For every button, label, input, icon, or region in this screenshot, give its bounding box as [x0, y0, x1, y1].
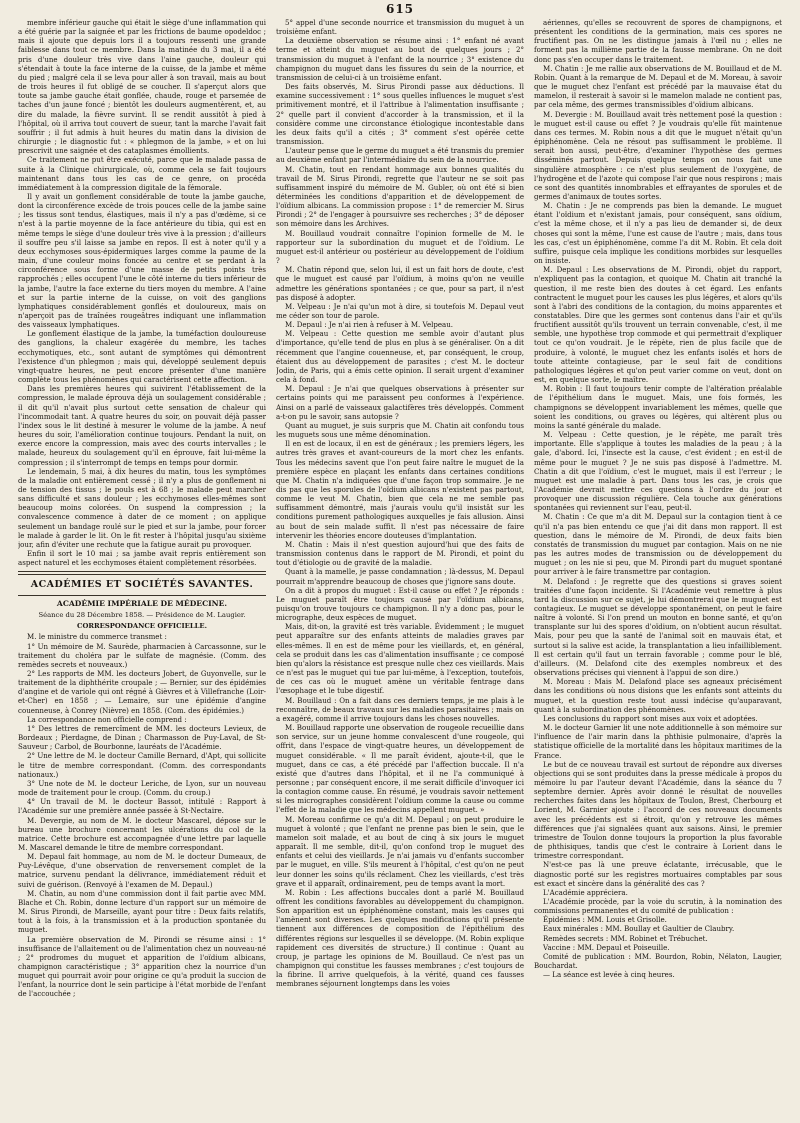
paragraph: La première observation de M. Pirondi se résume ainsi : 1° insuffisance de l'allaitement ou de l'alimentation chez un nouveau-né ; 2° prodromes du muguet et apparition de l'oïdium albicans, champignon caractéristique ; 3° apparition chez la nourrice d'un muguet qui pourrait avoir pour origine ce qu'a produit la succion de l'enfant, la nourrice dont le sein participe à l'état morbide de l'enfant de l'accouchée ; — [18, 934, 266, 999]
paragraph: aériennes, qu'elles se recouvrent de spores de champignons, et présentent les conditions de la germination, mais ces spores ne fructifient pas. On ne les distingue jamais à l'œil nu ; elles ne forment pas la millième partie de la fausse membrane. On ne doit donc pas s'en occuper dans le traitement. — [534, 18, 782, 64]
paragraph: On a dit à propos du muguet : Est-il cause ou effet ? Je réponds : Le muguet paraît être toujours causé par l'oïdium albicans, puisqu'on trouve toujours ce champignon. Il n'y a donc pas, pour le micrographe, deux espèces de muguet. — [276, 585, 524, 623]
paragraph: Quant au muguet, je suis surpris que M. Chatin ait confondu tous les muguets sous une même dénomination. — [276, 420, 524, 440]
paragraph: M. Depaul : Je n'ai que quelques observations à présenter sur certains points qui me paraissent peu conformes à l'expérience. Ainsi on a parlé de vaisseaux galactifères très développés. Comment a-t-on pu le savoir, sans autopsie ? — [276, 384, 524, 421]
paragraph: M. Moreau : Mais M. Delafond place ses agneaux précisément dans les conditions où nous disions que les enfants sont atteints du muguet, et la question reste tout aussi indécise qu'auparavant, quant à la subordination des phénomènes. — [534, 677, 782, 714]
paragraph: Vaccine : MM. Depaul et Poiseuille. — [543, 942, 670, 952]
paragraph: M. Moreau confirme ce qu'a dit M. Depaul ; on peut produire le muguet à volonté ; que l'enfant ne prenne pas bien le sein, que le mamelon soit malade, et au bout de cinq à six jours le muguet apparaît. Il me semble, dit-il, qu'on confond trop le muguet des enfants et celui des vieillards. Je n'ai jamais vu d'enfants succomber par le muguet, en ville. S'ils meurent à l'hôpital, c'est qu'on ne peut leur donner les soins qu'ils réclament. Chez les vieillards, c'est très grave et il apparaît, ordinairement, peu de temps avant la mort. — [276, 814, 524, 888]
paragraph: 3° Une note de M. le docteur Leriche, de Lyon, sur un nouveau mode de traitement pour le croup. (Comm. du croup.) — [18, 778, 266, 798]
paragraph: M. Velpeau : Cette question, je le répète, me paraît très importante. Elle s'applique à toutes les maladies de la peau ; à la gale, d'abord. Ici, l'insecte est la cause, c'est évident ; en est-il de même pour le muguet ? Je ne suis pas disposé à l'admettre. M. Chatin a dit que l'oïdium, c'est le muguet, mais il est l'erreur ; le muguet est une maladie à part. Dans tous les cas, je crois que l'Académie devrait mettre ces questions à l'ordre du jour et provoquer une discussion régulière. Cela touche aux générations spontanées qui reviennent sur l'eau, peut-il. — [534, 430, 782, 513]
paragraph: M. Chatin : Mais il n'est question aujourd'hui que des faits de transmission contenus dans le rapport de M. Pirondi, et point du tout d'étiologie ou de gravité de la maladie. — [276, 539, 524, 568]
paragraph: membre inférieur gauche qui était le siège d'une inflammation qui a été guérie par la saignée et par les frictions de baume opodeldoc ; mais il ajoute que depuis lors il a toujours ressenti une grande faiblesse dans tout ce membre. Dans la matinée du 3 mai, il a été pris d'une douleur très vive dans l'aine gauche, douleur qui s'étendait à toute la face interne de la cuisse, de la jambe et même du pied ; malgré cela il se leva pour aller à son travail, mais au bout de trois heures il fut obligé de se coucher. Il s'aperçut alors que toute sa jambe gauche était gonflée, chaude, rouge et parsemée de taches d'un jaune foncé ; bientôt les douleurs augmentèrent, et, au dire du malade, la fièvre survint. Il se rendit aussitôt à pied à l'hôpital, où il arriva tout couvert de sueur, tant la marche l'avait fait souffrir ; il fut admis à huit heures du matin dans la division de chirurgie ; le diagnostic fut : « phlegmon de la jambe, » et on lui prescrivit une saignée et des cataplasmes émollients. — [18, 18, 266, 156]
section-divider — [18, 571, 266, 575]
column-2 — [276, 18, 524, 1113]
paragraph: M. le ministre du commerce transmet : — [27, 632, 167, 642]
paragraph: M. Chatin répond que, selon lui, il est un fait hors de doute, c'est que le muguet est causé par l'oïdium, à moins qu'on ne veuille admettre les générations spontanées ; ce que, pour sa part, il n'est pas disposé à adopter. — [276, 265, 524, 302]
paragraph: 1° Un mémoire de M. Saurède, pharmacien à Carcassonne, sur le traitement du choléra par le sulfate de magnésie. (Comm. des remèdes secrets et nouveaux.) — [18, 641, 266, 669]
paragraph: M. Velpeau : Je n'ai qu'un mot à dire, si toutefois M. Depaul veut me céder son tour de parole. — [276, 301, 524, 320]
column-3-text — [534, 18, 782, 979]
page-number: 615 — [385, 2, 415, 16]
section-rule — [18, 595, 266, 596]
paragraph: La deuxième observation se résume ainsi : 1° enfant né avant terme et atteint du muguet au bout de quelques jours ; 2° transmission du muguet à l'enfant de la nourrice ; 3° existence du champignon du muguet dans les fissures du sein de la nourrice, et transmission de celui-ci à un troisième enfant. — [276, 36, 524, 82]
paragraph: Des faits observés, M. Sirus Pirondi passe aux déductions. Il examine successivement : 1° sous quelles influences le muguet s'est primitivement montré, et il l'attribue à l'alimentation insuffisante ; 2° quelle part il convient d'accorder à la transmission, et il la considère comme une circonstance étiologique incontestable dans les deux faits qu'il a cités ; 3° comment s'est opérée cette transmission. — [276, 82, 524, 147]
paragraph: L'Académie procède, par la voie du scrutin, à la nomination des commissions permanentes et du comité de publication : — [534, 897, 782, 916]
paragraph: M. Depaul fait hommage, au nom de M. le docteur Dumeaux, de Puy-Lévêque, d'une observation de renversement complet de la matrice, survenu pendant la délivrance, immédiatement réduit et suivi de guérison. (Renvoyé à l'examen de M. Depaul.) — [18, 852, 266, 889]
paragraph: Épidémies : MM. Louis et Grisolle. — [543, 915, 667, 925]
paragraph: Le but de ce nouveau travail est surtout de répondre aux diverses objections qui se sont produites dans la presse médicale à propos du mémoire lu par l'auteur devant l'Académie, dans la séance du 7 septembre dernier. Après avoir donné le résultat de nouvelles recherches faites dans les hôpitaux de Toulon, Brest, Cherbourg et Lorient, M. Garnier ajoute : l'accord de ces nouveaux documents avec les précédents est si étroit, qu'on y retrouve les mêmes différences que j'ai signalées quant aux saisons. Ainsi, le premier trimestre de Toulon donne toujours la proportion la plus favorable de phthisiques, tandis que c'est le contraire à Lorient dans le trimestre correspondant. — [534, 759, 782, 861]
paragraph: N'est-ce pas là une preuve éclatante, irrécusable, que le diagnostic porté sur les registres mortuaires comptables par sous est exact et sincère dans la généralité des cas ? — [534, 860, 782, 888]
paragraph: 2° Les rapports de MM. les docteurs Jobert, de Guyonvelle, sur le traitement de la diphthérite croupale ; — Bernier, sur des épidémies d'angine et de variole qui ont régné à Gièvres et à Villefranche (Loir-et-Cher) en 1858 ; — Lemaire, sur une épidémie d'angine couenneuse, à Conrey (Nièvre) en 1858. (Com. des épidémies.) — [18, 669, 266, 715]
paragraph: M. Bouillaud voudrait connaître l'opinion formelle de M. le rapporteur sur la subordination du muguet et de l'oïdium. Le muguet est-il antérieur ou postérieur au développement de l'oïdium ? — [276, 228, 524, 266]
paragraph: M. Robin : Il faut toujours tenir compte de l'altération préalable de l'épithélium dans le muguet. Mais, une fois formés, les champignons se développent invariablement les mêmes, quelle que soient les conditions, ou graves ou légères, qui altèrent plus ou moins la santé générale du malade. — [534, 384, 782, 430]
paragraph: Mais, dit-on, la gravité est très variable. Évidemment ; le muguet peut apparaître sur des enfants atteints de maladies graves par elles-mêmes. Il en est de même pour les vieillards, et, en général, cela se produit dans les cas d'alimentation insuffisante ; ce composé bien qu'alors la résistance est presque nulle chez ces vieillards. Mais ce n'est pas le muguet qui tue par lui-même, à l'exception, toutefois, de ces cas où le muguet amène un véritable fentrage dans l'œsophage et le tube digestif. — [276, 622, 524, 696]
paragraph: Comité de publication : MM. Bourdon, Robin, Nélaton, Laugier, Bouchardat. — [534, 951, 782, 971]
column-2-text — [276, 18, 524, 989]
column-1-top-text — [18, 18, 266, 567]
paragraph: Les conclusions du rapport sont mises aux voix et adoptées. — [543, 713, 758, 723]
paragraph: M. Bouillaud : On a fait dans ces derniers temps, je me plais à le reconnaître, de beaux travaux sur les maladies parasitaires ; mais on a exagéré, comme il arrive toujours dans les choses nouvelles. — [276, 695, 524, 723]
paragraph: Remèdes secrets : MM. Robinet et Trébuchet. — [543, 933, 708, 943]
paragraph: Eaux minérales : MM. Boullay et Gaultier de Claubry. — [543, 924, 735, 934]
session-line: Séance du 28 Décembre 1858. — Présidence de M. Laugier. — [38, 611, 246, 620]
paragraph: Dans les premières heures qui suivirent l'établissement de la compression, le malade éprouva déjà un soulagement considérable ; il dit qu'il n'avait plus surtout cette sensation de chaleur qui l'incommodait tant. A quatre heures du soir, on pouvait déjà passer l'index sous le lit destiné à mesurer le volume de la jambe. A neuf heures du soir, l'amélioration continue toujours. Pendant la nuit, on exerce encore la compression, mais avec des courts intervalles ; le malade, heureux du soulagement qu'il en éprouve, fait lui-même la compression ; il s'interrompt de temps en temps pour dormir. — [18, 384, 266, 467]
paragraph: M. Delafond : Je regrette que des questions si graves soient traitées d'une façon incidente. Si l'Académie veut remettre à plus tard la discussion sur ce sujet, je lui démontrerai que le muguet est contagieux. Le muguet se développe spontanément, on peut le faire naître à volonté. Si l'on prend un mouton en bonne santé, et qu'on transplante sur lui des spores d'oïdium, on n'obtient aucun résultat. Mais, pour peu que la santé de l'animal soit en mauvais état, et surtout si la salive est acide, la transplantation a lieu infailliblement. Il est certain qu'il faut un terrain favorable ; comme pour le blé, d'ailleurs. (M. Delafond cite des exemples nombreux et des observations précises qui viennent à l'appui de son dire.) — [534, 576, 782, 678]
column-1 — [18, 18, 266, 1113]
paragraph: M. Velpeau : Cette question me semble avoir d'autant plus d'importance, qu'elle tend de plus en plus à se généraliser. On a dit récemment que l'angine couenneuse, et, par conséquent, le croup, étaient dus au développement de parasites ; c'est M. le docteur Jodin, de Paris, qui a émis cette opinion. Il serait urgent d'examiner cela à fond. — [276, 329, 524, 385]
paragraph: M. Chatin : Ce que m'a dit M. Depaul sur la contagion tient à ce qu'il n'a pas bien entendu ce que j'ai dit dans mon rapport. Il est question, dans le mémoire de M. Pirondi, de deux faits bien constatés de transmission du muguet par contagion. Mais on ne nie pas les autres modes de transmission ou de développement du muguet ; on les nie si peu, que M. Pirondi part du muguet spontané pour arriver à le faire transmettre par contagion. — [534, 512, 782, 577]
paragraph: 2° Une lettre de M. le docteur Camille Bernard, d'Apt, qui sollicite le titre de membre correspondant. (Comm. des correspondants nationaux.) — [18, 751, 266, 779]
paragraph: Enfin il sort le 10 mai ; sa jambe avait repris entièrement son aspect naturel et les ecchymoses étaient complètement résorbées. — [18, 549, 266, 568]
paragraph: M. Chatin : Je me rallie aux observations de M. Bouillaud et de M. Robin. Quant à la remarque de M. Depaul et de M. Moreau, à savoir que le muguet chez l'enfant est précédé par la mauvaise état du mamelon, il resterait à savoir si le mamelon malade ne contient pas, par cela même, des germes transmissibles d'oïdium albicans. — [534, 63, 782, 110]
paragraph: Le lendemain, 5 mai, à dix heures du matin, tous les symptômes de la maladie ont entièrement cessé ; il n'y a plus de gonflement ni de tension des tissus ; le pouls est à 68 ; le malade peut marcher sans difficulté et sans douleur ; les ecchymoses elles-mêmes sont beaucoup moins colorées. On suspend la compression ; la convalescence commence à dater de ce moment ; on applique seulement un bandage roulé sur le pied et sur la jambe, pour forcer le malade à garder le lit. On le fit rester à l'hôpital jusqu'au sixième jour, afin d'éviter une rechute que la fatigue aurait pu provoquer. — [18, 466, 266, 549]
paragraph: M. Chatin, tout en rendant hommage aux bonnes qualités du travail de M. Sirus Pirondi, regrette que l'auteur ne se soit pas suffisamment inspiré du mémoire de M. Gubler, où ont été si bien déterminées les conditions d'apparition et de développement de l'oïdium albicans. La commission propose : 1° de remercier M. Sirus Pirondi ; 2° de l'engager à poursuivre ses recherches ; 3° de déposer son mémoire dans les Archives. — [276, 164, 524, 229]
correspondence-title: CORRESPONDANCE OFFICIELLE. — [77, 622, 207, 631]
column-3 — [534, 18, 782, 1113]
paragraph: L'Académie appréciera. — [543, 887, 628, 897]
paragraph: Le gonflement élastique de la jambe, la tuméfaction douloureuse des ganglions, la chaleur exagérée du membre, les taches ecchymotiques, etc., sont autant de symptômes qui démontrent l'existence d'un phlegmon ; mais qui, développé seulement depuis vingt-quatre heures, ne peut encore présenter d'une manière complète tous les phénomènes qui caractérisent cette affection. — [18, 329, 266, 385]
paragraph: M. Depaul : Je n'ai rien à refuser à M. Velpeau. — [285, 320, 454, 330]
paragraph: 5° appel d'une seconde nourrice et transmission du muguet à un troisième enfant. — [276, 18, 524, 37]
paragraph: M. Chatin, au nom d'une commission dont il fait partie avec MM. Blache et Ch. Robin, donne lecture d'un rapport sur un mémoire de M. Sirus Pirondi, de Marseille, ayant pour titre : Deux faits relatifs, tout à la fois, à la transmission et à la production spontanée du muguet. — [18, 888, 266, 935]
paragraph: M. Bouillaud rapporte une observation de rougeole recueillie dans son service, sur un jeune homme convalescent d'une rougeole, qui offrit, dans l'espace de vingt-quatre heures, un développement de muguet considérable. « Il me paraît évident, ajoute-t-il, que le muguet, dans ce cas, a été précédé par l'affection buccale. Il n'a existé que d'autres dans l'hôpital, et il ne l'a communiqué à personne ; par conséquent encore, il me serait difficile d'invoquer ici la contagion comme cause. En résumé, je voudrais savoir nettement si les micrographes considèrent l'oïdium comme la cause ou comme l'effet de la maladie que les médecins appellent muguet. » — [276, 723, 524, 815]
paragraph: 4° Un travail de M. le docteur Bassot, intitulé : Rapport à l'Académie sur une première année passée à St-Nectaire. — [18, 797, 266, 816]
paragraph: M. Depaul : Les observations de M. Pirondi, objet du rapport, n'expliquent pas la contagion, et quoique M. Chatin ait tranché la question, il me reste bien des doutes à cet égard. Les enfants contractent le muguet pour les causes les plus légères, et alors qu'ils sont à l'abri des conditions de la contagion, du moins apparentes et constatables. Dire que les germes sont contenus dans l'air et qu'ils fructifient aussitôt qu'ils trouvent un terrain convenable, c'est, il me semble, une hypothèse trop commode et qui permettrait d'expliquer tout ce qu'on voudrait. Je le répète, rien de plus facile que de produire, à volonté, le muguet chez les enfants isolés et hors de toute atteinte contagieuse, par le seul fait de conditions pathologiques légères et qu'on peut varier comme on veut, dont on est, en quelque sorte, le maître. — [534, 265, 782, 385]
paragraph: — La séance est levée à cinq heures. — [543, 970, 675, 980]
paragraph: Il y avait un gonflement considérable de toute la jambe gauche, dont la circonférence excède de trois pouces celle de la jambe saine ; les tissus sont tendus, élastiques, mais il n'y a pas d'œdème, si ce n'est à la partie moyenne de la face antérieure du tibia, qui est en même temps le siège d'une douleur très vive à la pression ; d'ailleurs il souffre peu s'il laisse sa jambe en repos. Il est à noter qu'il y a deux ecchymoses sous-épidermiques larges comme la paume de la main, d'une couleur moins foncée au centre et se perdant à la circonférence sous forme d'une masse de petits points très rapprochés ; elles occupent l'une le côté interne du tiers inférieur de la jambe, l'autre la face externe du tiers moyen du membre. A l'aine et sur la partie interne de la cuisse, on voit des ganglions lymphatiques considérablement gonflés et douloureux, mais on n'aperçoit pas de traînées rougeâtres indiquant une inflammation des vaisseaux lymphatiques. — [18, 191, 266, 330]
paragraph: Ce traitement ne put être exécuté, parce que le malade passa de suite à la Clinique chirurgicale, où, comme cela se fait toujours maintenant dans tous les cas de ce genre, on procéda immédiatement à la compression digitale de la fémorale. — [18, 155, 266, 192]
paragraph: Il en est de locaux, il en est de généraux ; les premiers légers, les autres très graves et avant-coureurs de la mort chez les enfants. Tous les médecins savent que l'on peut faire naître le muguet de la première espèce en plaçant les enfants dans certaines conditions que M. Chatin n'a indiquées que d'une façon trop sommaire. Je ne dis pas que les sporules de l'oïdium albicans n'existent pas partout, comme le veut M. Chatin, bien que cela ne me semble pas suffisamment démontré, mais j'aurais voulu qu'il insistât sur les conditions purement pathologiques auxquelles je fais allusion. Ainsi au bout de sein malade suffit. Il n'est pas nécessaire de faire intervenir les théories encore douteuses d'implantation. — [276, 439, 524, 540]
column-1-bottom-text — [18, 632, 266, 998]
paragraph: La correspondance non officielle comprend : — [27, 714, 187, 724]
paragraph: 1° Des lettres de remercîment de MM. les docteurs Levieux, de Bordeaux ; Pierdagne, de Dinan ; Charmasson de Puy-Laval, de St-Sauveur ; Carbol, de Bourbonne, lauréats de l'Académie. — [18, 723, 266, 752]
paragraph: M. Robin : Les affections buccales dont a parlé M. Bouillaud offrent les conditions favorables au développement du champignon. Son apparition est un épiphénomène constant, mais les causes qui l'amènent sont diverses. Les quelques modifications qu'il présente tiennent aux différences de composition de l'épithélium des différentes régions sur lesquelles il se développe. (M. Robin explique rapidement ces diversités de structure.) Il continue : Quant au croup, je partage les opinions de M. Bouillaud. Ce n'est pas un champignon qui constitue les fausses membranes ; c'est toujours de la fibrine. Il arrive quelquefois, à la vérité, quand ces fausses membranes séjournent longtemps dans les voies — [276, 887, 524, 989]
paragraph: M. Chatin : Je ne comprends pas bien la demande. Le muguet étant l'oïdium et n'existant jamais, pour conséquent, sans oïdium, c'est la même chose, et il n'y a pas lieu de demander si, de deux choses qui sont la même, l'une est cause de l'autre ; mais, dans tous les cas, c'est un épiphénomène, comme l'a dit M. Robin. Et cela doit suffire, puisque cela implique les conditions morbides sur lesquelles on insiste. — [534, 201, 782, 266]
paragraph: M. Devergie : M. Bouillaud avait très nettement posé la question : le muguet est-il cause ou effet ? Je voudrais qu'elle fût maintenue dans ces termes. M. Robin nous a dit que le muguet n'était qu'un épiphénomène. Cela ne résout pas suffisamment le problème. Il serait bon aussi, peut-être, d'examiner l'hypothèse des germes disséminés partout. Depuis quelque temps on nous fait une singulière atmosphère : ce n'est plus seulement de l'oxygène, de l'hydrogène et de l'azote qui compose l'air que nous respirons ; mais ce sont des quantités innombrables et effrayantes de sporules et de germes d'animaux de toutes sortes. — [534, 109, 782, 201]
columns — [18, 18, 782, 1113]
academy-title: ACADÉMIE IMPÉRIALE DE MÉDECINE. — [56, 599, 228, 609]
paragraph: Quant à la mamelle, je passe condamnation ; là-dessus, M. Depaul pourrait m'apprendre beaucoup de choses que j'ignore sans doute. — [276, 567, 524, 586]
paragraph: M. Devergie, au nom de M. le docteur Mascarel, dépose sur le bureau une brochure concernant les ulcérations du col de la matrice. Cette brochure est accompagnée d'une lettre par laquelle M. Mascarel demande le titre de membre correspondant. — [18, 815, 266, 852]
paragraph: M. le docteur Garnier lit une note additionnelle à son mémoire sur l'influence de l'air marin dans la phthisie pulmonaire, d'après la statistique officielle de la mortalité dans les hôpitaux maritimes de la France. — [534, 723, 782, 760]
paragraph: L'auteur pense que le germe du muguet a été transmis du premier au deuxième enfant par l'intermédiaire du sein de la nourrice. — [276, 146, 524, 165]
section-title: ACADÉMIES ET SOCIÉTÉS SAVANTES. — [30, 579, 254, 591]
